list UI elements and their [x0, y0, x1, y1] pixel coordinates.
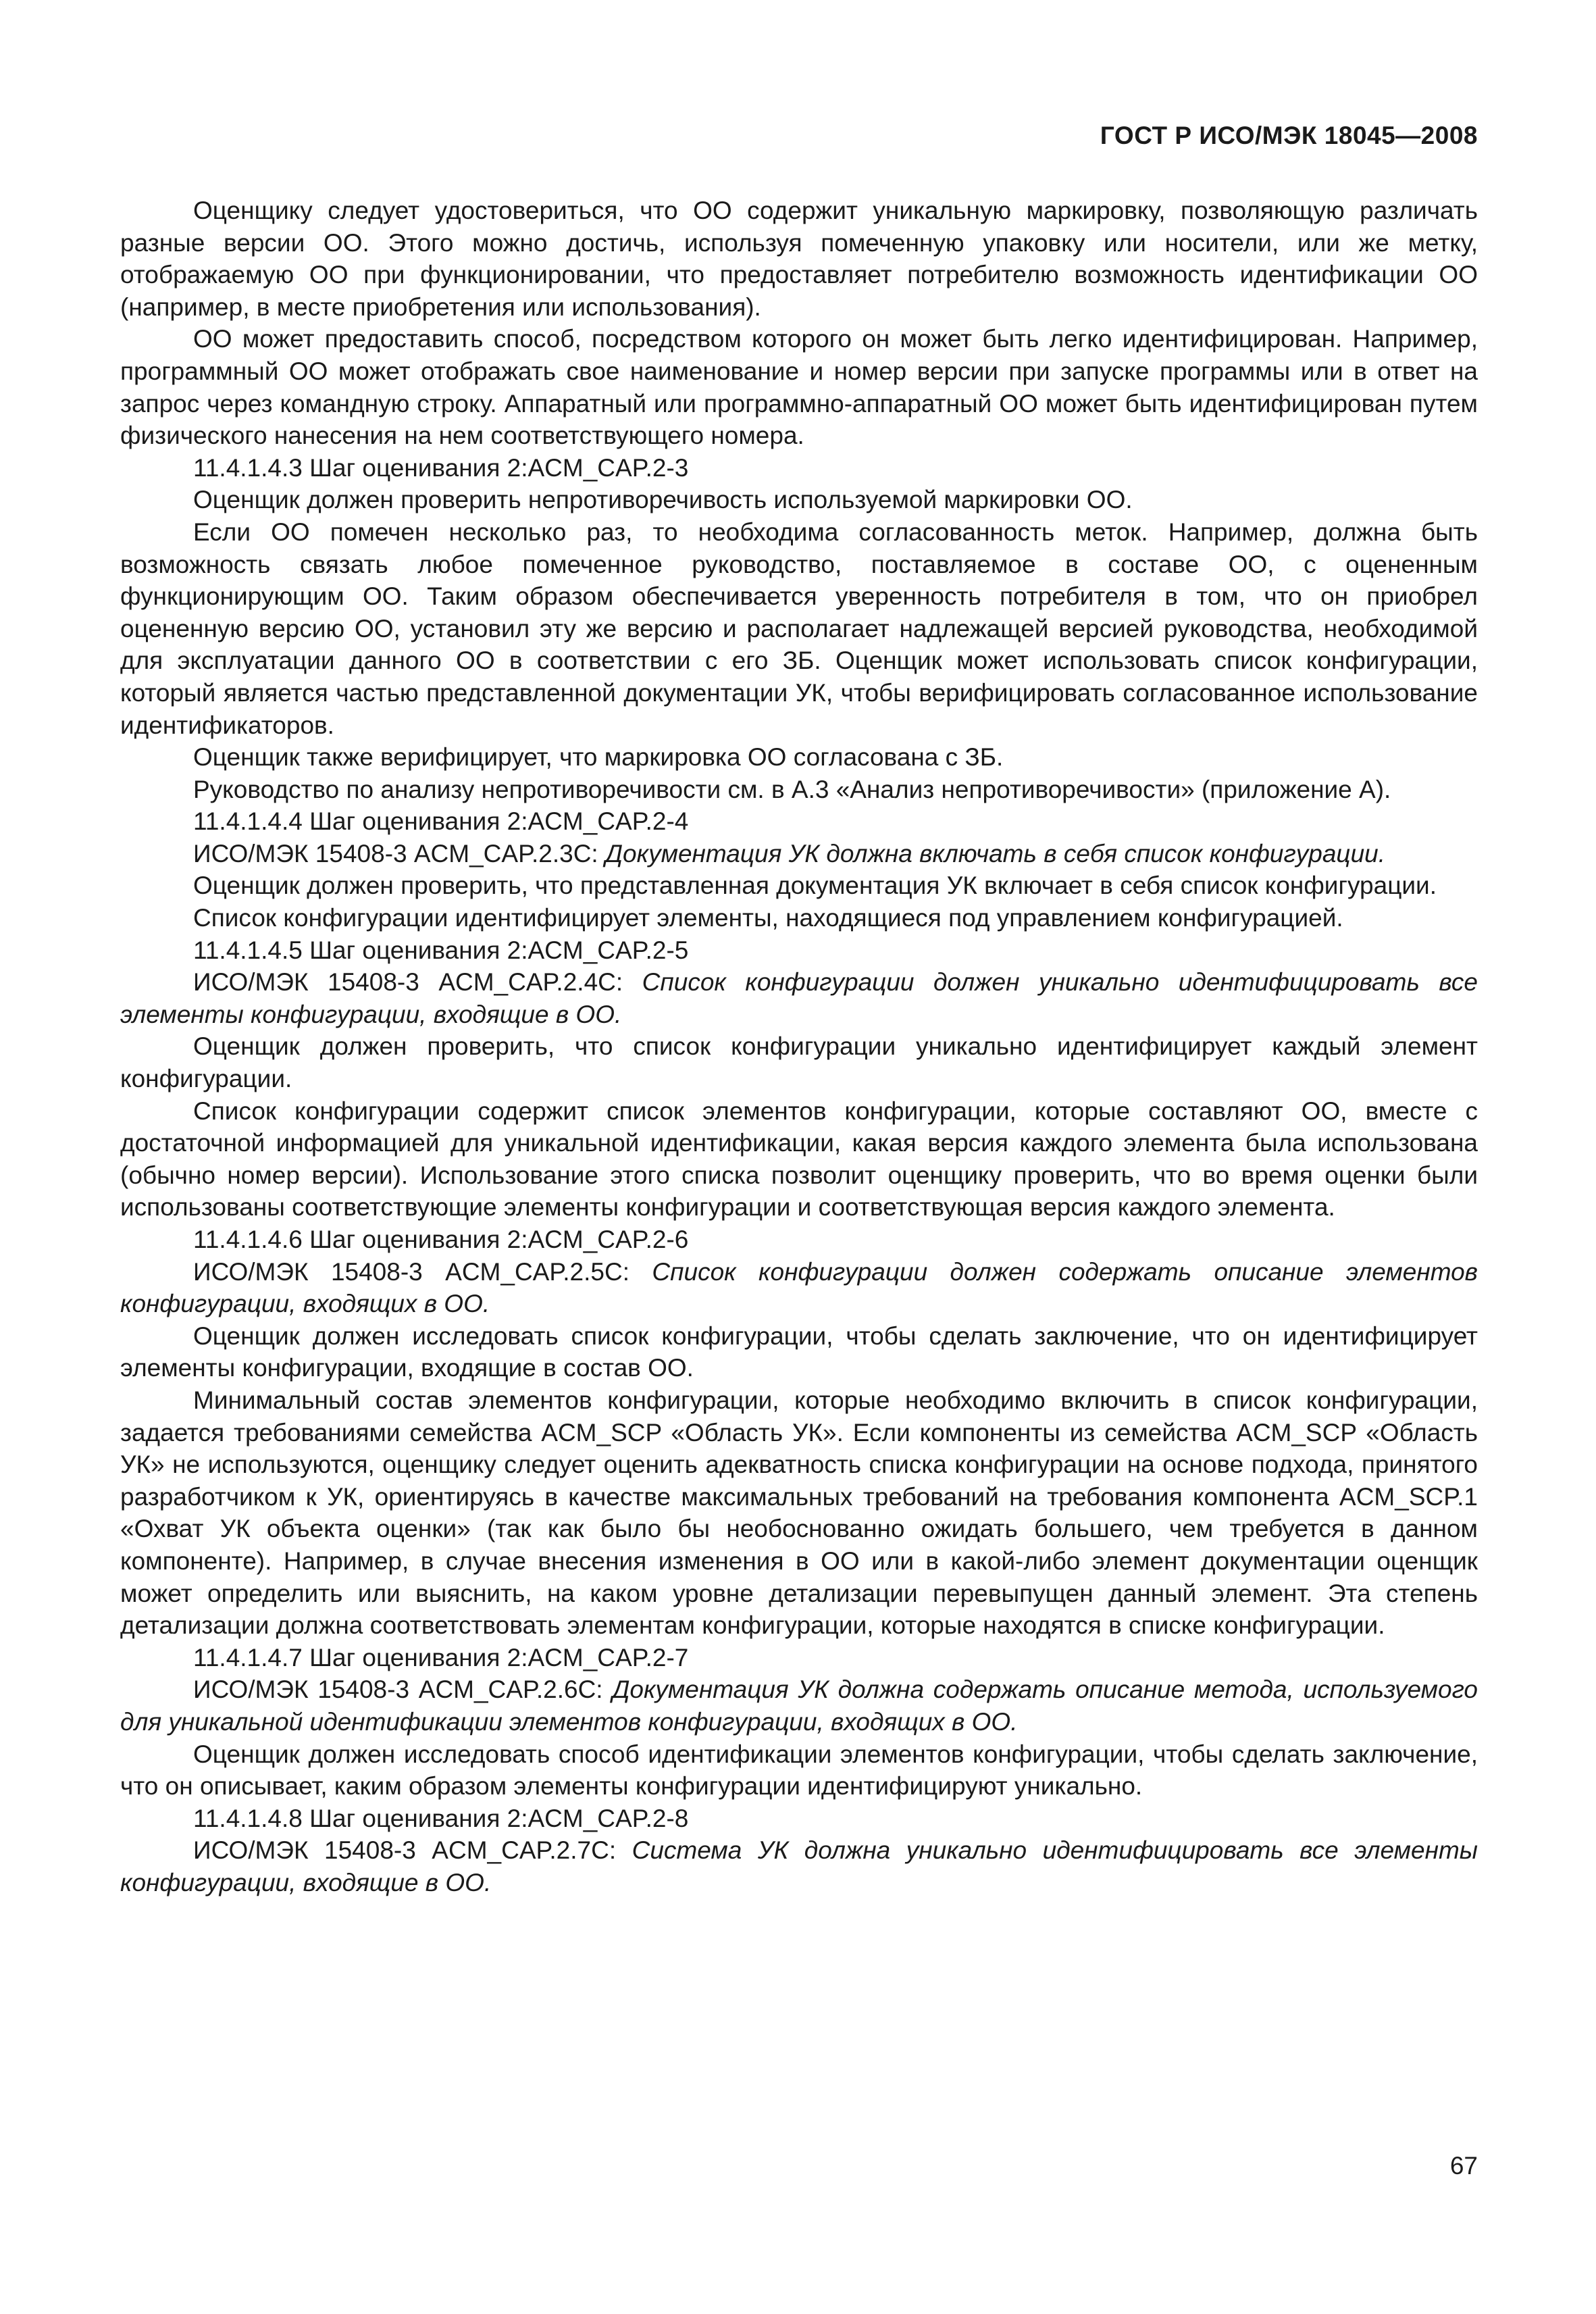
paragraph	[120, 1834, 1478, 1898]
paragraph	[120, 1030, 1478, 1095]
paragraph-text: Оценщик также верифицирует, что маркировка ОО согласована с ЗБ.	[193, 743, 1004, 772]
paragraph-text: Оценщик должен исследовать список конфигурации, чтобы сделать заключение, что он идентифицирует элементы конфигурации, входящие в состав ОО.	[120, 1322, 1478, 1382]
paragraph-text: ИСО/МЭК 15408-3 ACM_CAP.2.7C:	[193, 1836, 632, 1865]
paragraph	[120, 1320, 1478, 1384]
paragraph	[120, 966, 1478, 1030]
paragraph-text: 11.4.1.4.6 Шаг оценивания 2:ACM_CAP.2-6	[193, 1226, 689, 1253]
paragraph-text: Список конфигурации идентифицирует элементы, находящиеся под управлением конфигурацией.	[193, 904, 1343, 932]
paragraph-text: Оценщику следует удостовериться, что ОО содержит уникальную маркировку, позволяющую различать разные версии ОО. Этого можно достичь, используя помеченную упаковку или носители, или же метку, отображаемую ОО при функционировании, что предоставляет потребителю возможность идентификации ОО (например, в месте приобретения или использования).	[120, 197, 1478, 321]
paragraph-text: ИСО/МЭК 15408-3 ACM_CAP.2.3C:	[193, 839, 605, 867]
paragraph-italic-text: Список конфигурации должен содержать описание элементов конфигурации, входящих в ОО.	[120, 1257, 1478, 1318]
paragraph-text: Руководство по анализу непротиворечивости см. в А.3 «Анализ непротиворечивости» (приложение А).	[193, 775, 1391, 803]
paragraph-text: Список конфигурации содержит список элементов конфигурации, которые составляют ОО, вместе с достаточной информацией для уникальной идентификации, какая версия каждого элемента была использована (обычно номер версии). Использование этого списка позволит оценщику проверить, что во время оценки были использованы соответствующие элементы конфигурации и соответствующая версия каждого элемента.	[120, 1097, 1478, 1222]
paragraph	[120, 1738, 1478, 1803]
paragraph-text: ИСО/МЭК 15408-3 ACM_CAP.2.6C:	[193, 1676, 613, 1704]
paragraph-text: Оценщик должен проверить, что представленная документация УК включает в себя список конфигурации.	[193, 872, 1437, 900]
paragraph	[120, 870, 1478, 902]
paragraph-text: Если ОО помечен несколько раз, то необходима согласованность меток. Например, должна быть возможность связать любое помеченное руководство, поставляемое в составе ОО, с оцененным функционирующим ОО. Таким образом обеспечивается уверенность потребителя в том, что он приобрел оцененную версию ОО, установил эту же версию и располагает надлежащей версией руководства, необходимой для эксплуатации данного ОО в соответствии с его ЗБ. Оценщик может использовать список конфигурации, который является частью представленной документации УК, чтобы верифицировать согласованное использование идентификаторов.	[120, 518, 1478, 739]
paragraph-text: 11.4.1.4.7 Шаг оценивания 2:ACM_CAP.2-7	[193, 1643, 689, 1671]
paragraph	[120, 902, 1478, 934]
paragraph	[120, 484, 1478, 516]
paragraph-text: ИСО/МЭК 15408-3 ACM_CAP.2.4C:	[193, 968, 642, 997]
paragraph-text: 11.4.1.4.4 Шаг оценивания 2:ACM_CAP.2-4	[193, 807, 689, 836]
page-number: 67	[1449, 2152, 1478, 2180]
paragraph-text: 11.4.1.4.3 Шаг оценивания 2:ACM_CAP.2-3	[193, 453, 689, 482]
paragraph-text: Оценщик должен исследовать способ идентификации элементов конфигурации, чтобы сделать заключение, что он описывает, каким образом элементы конфигурации идентифицируют уникально.	[120, 1740, 1478, 1801]
paragraph-italic-text: Документация УК должна содержать описание метода, используемого для уникальной идентификации элементов конфигурации, входящих в ОО.	[120, 1676, 1478, 1736]
paragraph	[120, 1224, 1478, 1256]
paragraph	[120, 934, 1478, 967]
paragraph	[120, 452, 1478, 484]
paragraph-text: 11.4.1.4.5 Шаг оценивания 2:ACM_CAP.2-5	[193, 936, 689, 964]
paragraph-italic-text: Система УК должна уникально идентифицировать все элементы конфигурации, входящие в ОО.	[120, 1836, 1478, 1896]
standard-header: ГОСТ Р ИСО/МЭК 18045—2008	[1100, 122, 1478, 149]
paragraph	[120, 1384, 1478, 1642]
paragraph	[120, 774, 1478, 806]
paragraph	[120, 1674, 1478, 1738]
paragraph-text: Оценщик должен проверить, что список конфигурации уникально идентифицирует каждый элемент конфигурации.	[120, 1032, 1478, 1093]
paragraph	[120, 1256, 1478, 1320]
paragraph-text: ОО может предоставить способ, посредством которого он может быть легко идентифицирован. Например, программный ОО может отображать свое наименование и номер версии при запуске программы или в ответ на запрос через командную строку. Аппаратный или программно-аппаратный ОО может быть идентифицирован путем физического нанесения на нем соответствующего номера.	[120, 325, 1478, 450]
paragraph-text: ИСО/МЭК 15408-3 ACM_CAP.2.5C:	[193, 1257, 652, 1286]
paragraph	[120, 195, 1478, 323]
paragraph-text: Минимальный состав элементов конфигурации, которые необходимо включить в список конфигурации, задается требованиями семейства ACM_SCP «Область УК». Если компоненты из семейства ACM_SCP «Область УК» не используются, оценщику следует оценить адекватность списка конфигурации на основе подхода, принятого разработчиком к УК, ориентируясь в качестве максимальных требований на требования компонента ACM_SCP.1 «Охват УК объекта оценки» (так как было бы необоснованно ожидать большего, чем требуется в данном компоненте). Например, в случае внесения изменения в ОО или в какой-либо элемент документации оценщик может определить или выяснить, на каком уровне детализации перевыпущен данный элемент. Эта степень детализации должна соответствовать элементам конфигурации, которые находятся в списке конфигурации.	[120, 1386, 1478, 1640]
paragraph	[120, 838, 1478, 870]
paragraph-text: Оценщик должен проверить непротиворечивость используемой маркировки ОО.	[193, 486, 1133, 514]
paragraph-italic-text: Документация УК должна включать в себя список конфигурации.	[604, 839, 1386, 867]
paragraph	[120, 805, 1478, 838]
paragraph-italic-text: Список конфигурации должен уникально идентифицировать все элементы конфигурации, входящие в ОО.	[120, 968, 1478, 1028]
paragraph	[120, 1095, 1478, 1224]
paragraph	[120, 741, 1478, 774]
document-body	[120, 195, 1478, 1898]
paragraph	[120, 323, 1478, 451]
paragraph	[120, 1803, 1478, 1835]
paragraph	[120, 1642, 1478, 1674]
paragraph	[120, 516, 1478, 741]
paragraph-text: 11.4.1.4.8 Шаг оценивания 2:ACM_CAP.2-8	[193, 1804, 689, 1832]
